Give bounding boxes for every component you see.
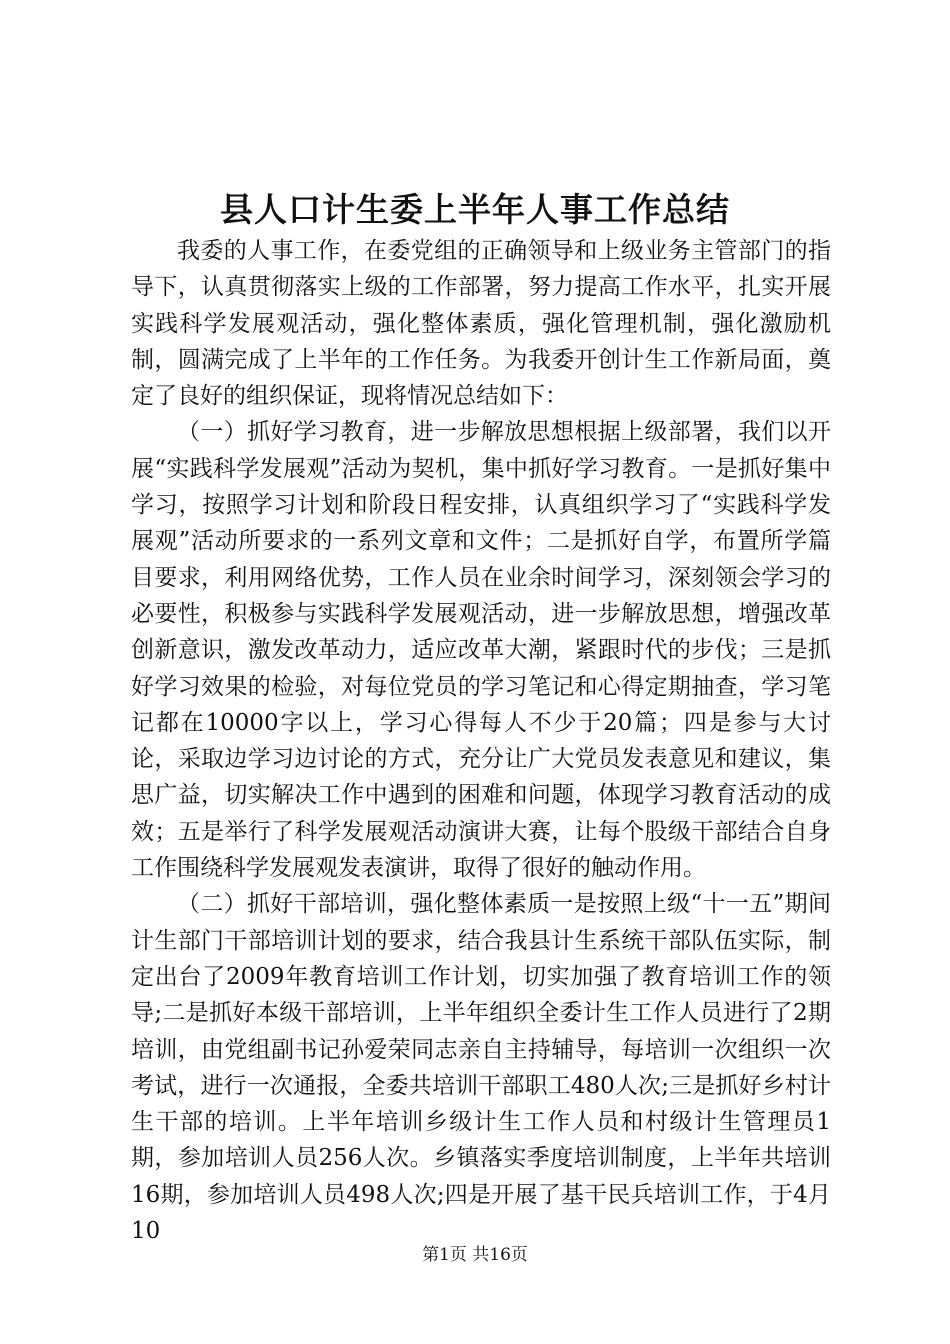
- page-number-footer: 第1页 共16页: [422, 1245, 528, 1265]
- document-body: [131, 233, 831, 1249]
- paragraph-section-2: （二）抓好干部培训，强化整体素质一是按照上级“十一五”期间计生部门干部培训计划的要求，结合我县计生系统干部队伍实际，制定出台了2009年教育培训工作计划，切实加强了教育培训工作的领导;二是抓好本级干部培训，上半年组织全委计生工作人员进行了2期培训，由党组副书记孙爱荣同志亲自主持辅导，每培训一次组织一次考试，进行一次通报，全委共培训干部职工480人次;三是抓好乡村计生干部的培训。上半年培训乡级计生工作人员和村级计生管理员1期，参加培训人员256人次。乡镇落实季度培训制度，上半年共培训16期，参加培训人员498人次;四是开展了基干民兵培训工作，于4月10: [131, 891, 831, 1245]
- document-title: 县人口计生委上半年人事工作总结: [220, 190, 730, 229]
- paragraph-section-1: （一）抓好学习教育，进一步解放思想根据上级部署，我们以开展“实践科学发展观”活动为契机，集中抓好学习教育。一是抓好集中学习，按照学习计划和阶段日程安排，认真组织学习了“实践科学发展观”活动所要求的一系列文章和文件；二是抓好自学，布置所学篇目要求，利用网络优势，工作人员在业余时间学习，深刻领会学习的必要性，积极参与实践科学发展观活动，进一步解放思想，增强改革创新意识，激发改革动力，适应改革大潮，紧跟时代的步伐；三是抓好学习效果的检验，对每位党员的学习笔记和心得定期抽查，学习笔记都在10000字以上，学习心得每人不少于20篇；四是参与大讨论，采取边学习边讨论的方式，充分让广大党员发表意见和建议，集思广益，切实解决工作中遇到的困难和问题，体现学习教育活动的成效；五是举行了科学发展观活动演讲大赛，让每个股级干部结合自身工作围绕科学发展观发表演讲，取得了很好的触动作用。: [131, 419, 831, 882]
- paragraph-intro: 我委的人事工作，在委党组的正确领导和上级业务主管部门的指导下，认真贯彻落实上级的工作部署，努力提高工作水平，扎实开展实践科学发展观活动，强化整体素质，强化管理机制，强化激励机制，圆满完成了上半年的工作任务。为我委开创计生工作新局面，奠定了良好的组织保证，现将情况总结如下：: [131, 238, 831, 410]
